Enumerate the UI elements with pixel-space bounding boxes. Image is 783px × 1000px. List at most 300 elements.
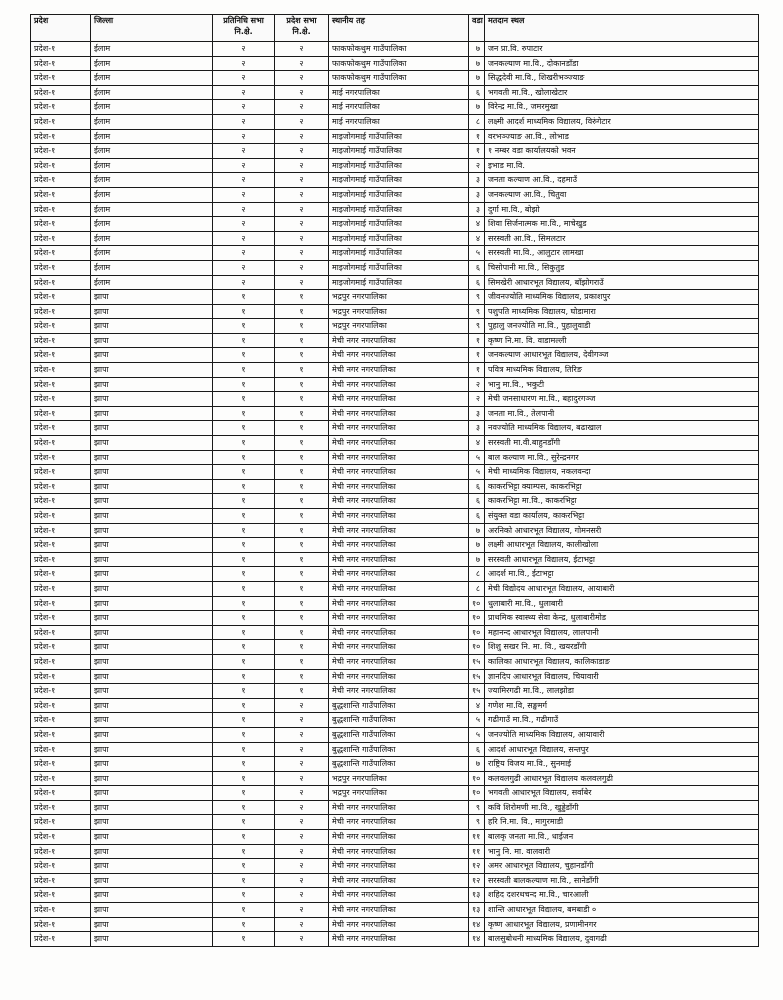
province-cell: प्रदेश-१ <box>31 231 91 246</box>
province-cell: प्रदेश-१ <box>31 611 91 626</box>
federal-constituency-cell: २ <box>213 187 275 202</box>
district-cell: झापा <box>91 450 213 465</box>
federal-constituency-cell: २ <box>213 85 275 100</box>
ward-cell: २ <box>469 377 485 392</box>
polling-place-cell: कवि शिरोमणी मा.वि., खुड्डेडाँगी <box>485 800 759 815</box>
polling-place-cell: संयुक्त वडा कार्यालय, काकरभिट्टा <box>485 509 759 524</box>
polling-place-cell: जन प्रा.वि. रुपाटार <box>485 42 759 57</box>
federal-constituency-cell: १ <box>213 523 275 538</box>
ward-cell: ५ <box>469 713 485 728</box>
district-cell: झापा <box>91 363 213 378</box>
local-body-cell: मेची नगर नगरपालिका <box>329 509 469 524</box>
provincial-constituency-cell: २ <box>275 246 329 261</box>
province-cell: प्रदेश-१ <box>31 786 91 801</box>
polling-place-cell: गढीगाउँ मा.वि., गढीगाउँ <box>485 713 759 728</box>
polling-place-cell: सिमखेरी आधारभूत विद्यालय, बाँझोगराउँ <box>485 275 759 290</box>
ward-cell: ४ <box>469 231 485 246</box>
province-cell: प्रदेश-१ <box>31 684 91 699</box>
ward-cell: १२ <box>469 873 485 888</box>
ward-cell: १० <box>469 771 485 786</box>
local-body-cell: माइजोगमाई गाउँपालिका <box>329 260 469 275</box>
provincial-constituency-cell: २ <box>275 815 329 830</box>
local-body-cell: माइजोगमाई गाउँपालिका <box>329 158 469 173</box>
province-cell: प्रदेश-१ <box>31 859 91 874</box>
ward-cell: ७ <box>469 552 485 567</box>
polling-place-cell: कृष्ण आधारभूत विद्यालय, प्रणामीनगर <box>485 917 759 932</box>
table-row <box>31 567 759 582</box>
federal-constituency-cell: २ <box>213 158 275 173</box>
ward-cell: ७ <box>469 71 485 86</box>
ward-cell: १३ <box>469 888 485 903</box>
table-row <box>31 290 759 305</box>
district-cell: ईलाम <box>91 42 213 57</box>
district-cell: झापा <box>91 304 213 319</box>
local-body-cell: मेची नगर नगरपालिका <box>329 669 469 684</box>
polling-place-cell: कालिका आधारभूत विद्यालय, कालिकाडाङ <box>485 654 759 669</box>
province-cell: प्रदेश-१ <box>31 552 91 567</box>
provincial-constituency-cell: २ <box>275 859 329 874</box>
table-row <box>31 421 759 436</box>
district-cell: झापा <box>91 625 213 640</box>
table-row <box>31 786 759 801</box>
ward-cell: ४ <box>469 217 485 232</box>
provincial-constituency-cell: २ <box>275 844 329 859</box>
table-row <box>31 654 759 669</box>
province-cell: प्रदेश-१ <box>31 436 91 451</box>
provincial-constituency-cell: १ <box>275 509 329 524</box>
ward-cell: ३ <box>469 187 485 202</box>
federal-constituency-cell: १ <box>213 830 275 845</box>
province-cell: प्रदेश-१ <box>31 114 91 129</box>
local-body-cell: मेची नगर नगरपालिका <box>329 465 469 480</box>
federal-constituency-cell: २ <box>213 217 275 232</box>
polling-place-cell: धुलाबारी मा.वि., धुलाबारी <box>485 596 759 611</box>
district-cell: ईलाम <box>91 144 213 159</box>
ward-cell: ९ <box>469 290 485 305</box>
table-row <box>31 932 759 947</box>
ward-cell: ३ <box>469 202 485 217</box>
district-cell: ईलाम <box>91 231 213 246</box>
federal-constituency-cell: १ <box>213 654 275 669</box>
federal-constituency-cell: २ <box>213 246 275 261</box>
provincial-constituency-cell: १ <box>275 684 329 699</box>
local-body-cell: मेची नगर नगरपालिका <box>329 494 469 509</box>
provincial-constituency-cell: २ <box>275 800 329 815</box>
province-cell: प्रदेश-१ <box>31 377 91 392</box>
ward-cell: १२ <box>469 859 485 874</box>
table-row <box>31 771 759 786</box>
ward-cell: १० <box>469 611 485 626</box>
local-body-cell: मेची नगर नगरपालिका <box>329 625 469 640</box>
table-row <box>31 333 759 348</box>
federal-constituency-cell: १ <box>213 815 275 830</box>
header-district: जिल्ला <box>91 15 213 42</box>
local-body-cell: मेची नगर नगरपालिका <box>329 479 469 494</box>
federal-constituency-cell: १ <box>213 859 275 874</box>
district-cell: ईलाम <box>91 260 213 275</box>
province-cell: प्रदेश-१ <box>31 173 91 188</box>
federal-constituency-cell: १ <box>213 304 275 319</box>
local-body-cell: माई नगरपालिका <box>329 114 469 129</box>
province-cell: प्रदेश-१ <box>31 129 91 144</box>
polling-place-cell: भगवती आधारभूत विद्यालय, सर्वाबेर <box>485 786 759 801</box>
district-cell: झापा <box>91 757 213 772</box>
district-cell: झापा <box>91 333 213 348</box>
province-cell: प्रदेश-१ <box>31 640 91 655</box>
ward-cell: १५ <box>469 684 485 699</box>
table-body <box>31 42 759 947</box>
federal-constituency-cell: १ <box>213 757 275 772</box>
table-row <box>31 114 759 129</box>
federal-constituency-cell: १ <box>213 625 275 640</box>
local-body-cell: माई नगरपालिका <box>329 100 469 115</box>
local-body-cell: मेची नगर नगरपालिका <box>329 596 469 611</box>
polling-place-cell: भानु नि. मा. वालवारी <box>485 844 759 859</box>
table-row <box>31 903 759 918</box>
district-cell: झापा <box>91 611 213 626</box>
local-body-cell: मेची नगर नगरपालिका <box>329 800 469 815</box>
district-cell: झापा <box>91 319 213 334</box>
federal-constituency-cell: १ <box>213 596 275 611</box>
district-cell: झापा <box>91 669 213 684</box>
federal-constituency-cell: १ <box>213 800 275 815</box>
federal-constituency-cell: १ <box>213 727 275 742</box>
table-row <box>31 479 759 494</box>
polling-place-cell: बालसुबोधनी माध्यमिक विद्यालय, दुवागढी <box>485 932 759 947</box>
provincial-constituency-cell: १ <box>275 494 329 509</box>
local-body-cell: मेची नगर नगरपालिका <box>329 333 469 348</box>
district-cell: झापा <box>91 523 213 538</box>
provincial-constituency-cell: १ <box>275 625 329 640</box>
table-row <box>31 406 759 421</box>
polling-place-cell: चिसोपानी मा.वि., सिकुतुड <box>485 260 759 275</box>
province-cell: प्रदेश-१ <box>31 800 91 815</box>
province-cell: प्रदेश-१ <box>31 815 91 830</box>
federal-constituency-cell: २ <box>213 114 275 129</box>
federal-constituency-cell: २ <box>213 275 275 290</box>
provincial-constituency-cell: २ <box>275 771 329 786</box>
table-row <box>31 275 759 290</box>
local-body-cell: मेची नगर नगरपालिका <box>329 567 469 582</box>
federal-constituency-cell: १ <box>213 786 275 801</box>
table-row <box>31 363 759 378</box>
district-cell: झापा <box>91 377 213 392</box>
district-cell: झापा <box>91 290 213 305</box>
polling-place-cell: ज्यामिरगढी मा.वि., लालझोडा <box>485 684 759 699</box>
provincial-constituency-cell: १ <box>275 465 329 480</box>
district-cell: झापा <box>91 479 213 494</box>
district-cell: झापा <box>91 406 213 421</box>
local-body-cell: मेची नगर नगरपालिका <box>329 363 469 378</box>
federal-constituency-cell: १ <box>213 290 275 305</box>
polling-place-cell: जनकल्याण मा.वि., दोकानडाँडा <box>485 56 759 71</box>
ward-cell: ३ <box>469 406 485 421</box>
federal-constituency-cell: २ <box>213 56 275 71</box>
ward-cell: १० <box>469 786 485 801</box>
table-row <box>31 187 759 202</box>
provincial-constituency-cell: २ <box>275 757 329 772</box>
polling-place-cell: सरस्वती बालकल्याण मा.वि., सानेडाँगी <box>485 873 759 888</box>
provincial-constituency-cell: १ <box>275 567 329 582</box>
province-cell: प्रदेश-१ <box>31 85 91 100</box>
ward-cell: १४ <box>469 932 485 947</box>
polling-place-cell: आदर्श मा.वि., ईटाभट्टा <box>485 567 759 582</box>
polling-place-cell: जीवनज्योति माध्यमिक विद्यालय, प्रकाशपुर <box>485 290 759 305</box>
federal-constituency-cell: १ <box>213 581 275 596</box>
province-cell: प्रदेश-१ <box>31 581 91 596</box>
provincial-constituency-cell: २ <box>275 71 329 86</box>
provincial-constituency-cell: २ <box>275 187 329 202</box>
local-body-cell: भद्रपुर नगरपालिका <box>329 771 469 786</box>
province-cell: प्रदेश-१ <box>31 669 91 684</box>
province-cell: प्रदेश-१ <box>31 290 91 305</box>
provincial-constituency-cell: १ <box>275 333 329 348</box>
ward-cell: ११ <box>469 844 485 859</box>
province-cell: प्रदेश-१ <box>31 406 91 421</box>
local-body-cell: मेची नगर नगरपालिका <box>329 830 469 845</box>
federal-constituency-cell: १ <box>213 538 275 553</box>
local-body-cell: माइजोगमाई गाउँपालिका <box>329 173 469 188</box>
province-cell: प्रदेश-१ <box>31 202 91 217</box>
provincial-constituency-cell: १ <box>275 581 329 596</box>
province-cell: प्रदेश-१ <box>31 465 91 480</box>
ward-cell: ९ <box>469 319 485 334</box>
federal-constituency-cell: २ <box>213 202 275 217</box>
provincial-constituency-cell: १ <box>275 421 329 436</box>
polling-place-cell: पवित्र माध्यमिक विद्यालय, तिरिङ <box>485 363 759 378</box>
district-cell: झापा <box>91 465 213 480</box>
table-row <box>31 509 759 524</box>
province-cell: प्रदेश-१ <box>31 56 91 71</box>
local-body-cell: मेची नगर नगरपालिका <box>329 406 469 421</box>
header-local-body: स्थानीय तह <box>329 15 469 42</box>
local-body-cell: मेची नगर नगरपालिका <box>329 815 469 830</box>
federal-constituency-cell: २ <box>213 71 275 86</box>
local-body-cell: माइजोगमाई गाउँपालिका <box>329 144 469 159</box>
polling-place-cell: काकरभिट्टा क्याम्पस, काकरभिट्टा <box>485 479 759 494</box>
table-row <box>31 465 759 480</box>
ward-cell: ६ <box>469 479 485 494</box>
ward-cell: ५ <box>469 246 485 261</box>
province-cell: प्रदेश-१ <box>31 509 91 524</box>
local-body-cell: बुद्धशान्ति गाउँपालिका <box>329 713 469 728</box>
provincial-constituency-cell: २ <box>275 917 329 932</box>
ward-cell: ६ <box>469 85 485 100</box>
ward-cell: ८ <box>469 567 485 582</box>
table-row <box>31 669 759 684</box>
federal-constituency-cell: १ <box>213 479 275 494</box>
polling-place-cell: सरस्वती आधारभूत विद्यालय, ईटाभट्टा <box>485 552 759 567</box>
table-row <box>31 830 759 845</box>
table-row <box>31 815 759 830</box>
ward-cell: ७ <box>469 56 485 71</box>
ward-cell: ५ <box>469 450 485 465</box>
federal-constituency-cell: २ <box>213 129 275 144</box>
table-row <box>31 888 759 903</box>
local-body-cell: मेची नगर नगरपालिका <box>329 932 469 947</box>
polling-place-cell: मेची जनसाधारण मा.वि., बहादुरगञ्ज <box>485 392 759 407</box>
district-cell: झापा <box>91 815 213 830</box>
local-body-cell: माइजोगमाई गाउँपालिका <box>329 129 469 144</box>
table-row <box>31 246 759 261</box>
provincial-constituency-cell: २ <box>275 742 329 757</box>
provincial-constituency-cell: १ <box>275 392 329 407</box>
province-cell: प्रदेश-१ <box>31 830 91 845</box>
local-body-cell: भद्रपुर नगरपालिका <box>329 304 469 319</box>
provincial-constituency-cell: २ <box>275 173 329 188</box>
polling-place-cell: मेची विद्योदय आधारभूत विद्यालय, आयाबारी <box>485 581 759 596</box>
district-cell: झापा <box>91 348 213 363</box>
province-cell: प्रदेश-१ <box>31 844 91 859</box>
province-cell: प्रदेश-१ <box>31 363 91 378</box>
provincial-constituency-cell: १ <box>275 290 329 305</box>
ward-cell: ७ <box>469 523 485 538</box>
province-cell: प्रदेश-१ <box>31 494 91 509</box>
federal-constituency-cell: १ <box>213 640 275 655</box>
polling-place-cell: भगवती मा.वि., खोलाखेटार <box>485 85 759 100</box>
table-row <box>31 625 759 640</box>
polling-place-cell: शिवा सिर्जनात्मक मा.वि., माचेखुड <box>485 217 759 232</box>
polling-station-table <box>30 14 759 947</box>
province-cell: प्रदेश-१ <box>31 333 91 348</box>
district-cell: झापा <box>91 830 213 845</box>
provincial-constituency-cell: १ <box>275 596 329 611</box>
polling-place-cell: सरस्वती मा.वी.बाहुनडाँगी <box>485 436 759 451</box>
district-cell: झापा <box>91 786 213 801</box>
provincial-constituency-cell: २ <box>275 786 329 801</box>
local-body-cell: मेची नगर नगरपालिका <box>329 552 469 567</box>
province-cell: प्रदेश-१ <box>31 187 91 202</box>
federal-constituency-cell: १ <box>213 377 275 392</box>
province-cell: प्रदेश-१ <box>31 873 91 888</box>
district-cell: झापा <box>91 567 213 582</box>
polling-place-cell: जनकल्याण आ.वि., चितुवा <box>485 187 759 202</box>
federal-constituency-cell: २ <box>213 42 275 57</box>
polling-place-cell: जनकल्याण आधारभूत विद्यालय, देवीगञ्ज <box>485 348 759 363</box>
ward-cell: १४ <box>469 917 485 932</box>
federal-constituency-cell: १ <box>213 406 275 421</box>
polling-place-cell: दुर्गा मा.वि., बोझो <box>485 202 759 217</box>
ward-cell: ९ <box>469 815 485 830</box>
polling-place-cell: लक्ष्मी आदर्श माध्यमिक विद्यालय, विरुंगेटार <box>485 114 759 129</box>
table-row <box>31 917 759 932</box>
provincial-constituency-cell: १ <box>275 538 329 553</box>
federal-constituency-cell: १ <box>213 392 275 407</box>
local-body-cell: मेची नगर नगरपालिका <box>329 392 469 407</box>
local-body-cell: बुद्धशान्ति गाउँपालिका <box>329 742 469 757</box>
federal-constituency-cell: १ <box>213 450 275 465</box>
province-cell: प्रदेश-१ <box>31 479 91 494</box>
provincial-constituency-cell: २ <box>275 713 329 728</box>
provincial-constituency-cell: २ <box>275 698 329 713</box>
polling-place-cell: गणेश मा.वि, सङ्खमर्ग <box>485 698 759 713</box>
federal-constituency-cell: १ <box>213 844 275 859</box>
province-cell: प्रदेश-१ <box>31 742 91 757</box>
province-cell: प्रदेश-१ <box>31 71 91 86</box>
local-body-cell: मेची नगर नगरपालिका <box>329 421 469 436</box>
district-cell: झापा <box>91 917 213 932</box>
local-body-cell: मेची नगर नगरपालिका <box>329 873 469 888</box>
district-cell: ईलाम <box>91 85 213 100</box>
polling-place-cell: अरनिको आधारभूत विद्यालय, गोमनसरी <box>485 523 759 538</box>
federal-constituency-cell: १ <box>213 333 275 348</box>
local-body-cell: मेची नगर नगरपालिका <box>329 684 469 699</box>
provincial-constituency-cell: २ <box>275 202 329 217</box>
province-cell: प्रदेश-१ <box>31 42 91 57</box>
polling-place-cell: इभाड मा.वि. <box>485 158 759 173</box>
provincial-constituency-cell: १ <box>275 611 329 626</box>
federal-constituency-cell: २ <box>213 173 275 188</box>
table-row <box>31 202 759 217</box>
polling-place-cell: काकरभिट्टा मा.वि., काकरभिट्टा <box>485 494 759 509</box>
province-cell: प्रदेश-१ <box>31 275 91 290</box>
federal-constituency-cell: १ <box>213 494 275 509</box>
table-row <box>31 100 759 115</box>
header-ward: वडा <box>469 15 485 42</box>
local-body-cell: मेची नगर नगरपालिका <box>329 348 469 363</box>
polling-place-cell: बालकृ जनता मा.वि., धाईजन <box>485 830 759 845</box>
polling-place-cell: हरि नि.मा. वि., मागुरमाडी <box>485 815 759 830</box>
table-row <box>31 231 759 246</box>
province-cell: प्रदेश-१ <box>31 392 91 407</box>
table-row <box>31 144 759 159</box>
table-row <box>31 494 759 509</box>
province-cell: प्रदेश-१ <box>31 348 91 363</box>
federal-constituency-cell: १ <box>213 698 275 713</box>
provincial-constituency-cell: २ <box>275 85 329 100</box>
province-cell: प्रदेश-१ <box>31 596 91 611</box>
table-row <box>31 217 759 232</box>
provincial-constituency-cell: २ <box>275 932 329 947</box>
ward-cell: ८ <box>469 114 485 129</box>
table-row <box>31 436 759 451</box>
federal-constituency-cell: १ <box>213 611 275 626</box>
province-cell: प्रदेश-१ <box>31 903 91 918</box>
province-cell: प्रदेश-१ <box>31 771 91 786</box>
province-cell: प्रदेश-१ <box>31 757 91 772</box>
local-body-cell: भद्रपुर नगरपालिका <box>329 786 469 801</box>
ward-cell: ६ <box>469 742 485 757</box>
local-body-cell: माई नगरपालिका <box>329 85 469 100</box>
province-cell: प्रदेश-१ <box>31 727 91 742</box>
table-header <box>31 15 759 42</box>
ward-cell: १ <box>469 333 485 348</box>
ward-cell: ७ <box>469 42 485 57</box>
table-row <box>31 158 759 173</box>
local-body-cell: बुद्धशान्ति गाउँपालिका <box>329 727 469 742</box>
federal-constituency-cell: १ <box>213 552 275 567</box>
district-cell: झापा <box>91 538 213 553</box>
polling-place-cell: प्राथमिक स्वास्थ्य सेवा केन्द्र, धुलाबारीमोड <box>485 611 759 626</box>
district-cell: झापा <box>91 494 213 509</box>
provincial-constituency-cell: २ <box>275 42 329 57</box>
table-row <box>31 129 759 144</box>
polling-place-cell: सिद्धदेवी मा.वि., शिखरीभञ्ज्याङ <box>485 71 759 86</box>
district-cell: ईलाम <box>91 129 213 144</box>
provincial-constituency-cell: २ <box>275 144 329 159</box>
district-cell: झापा <box>91 859 213 874</box>
provincial-constituency-cell: २ <box>275 217 329 232</box>
table-row <box>31 85 759 100</box>
district-cell: ईलाम <box>91 275 213 290</box>
province-cell: प्रदेश-१ <box>31 144 91 159</box>
table-row <box>31 844 759 859</box>
local-body-cell: भद्रपुर नगरपालिका <box>329 319 469 334</box>
table-row <box>31 859 759 874</box>
federal-constituency-cell: १ <box>213 873 275 888</box>
provincial-constituency-cell: १ <box>275 406 329 421</box>
polling-place-cell: पुहालु जनज्योति मा.वि., पुहालुवाडी <box>485 319 759 334</box>
